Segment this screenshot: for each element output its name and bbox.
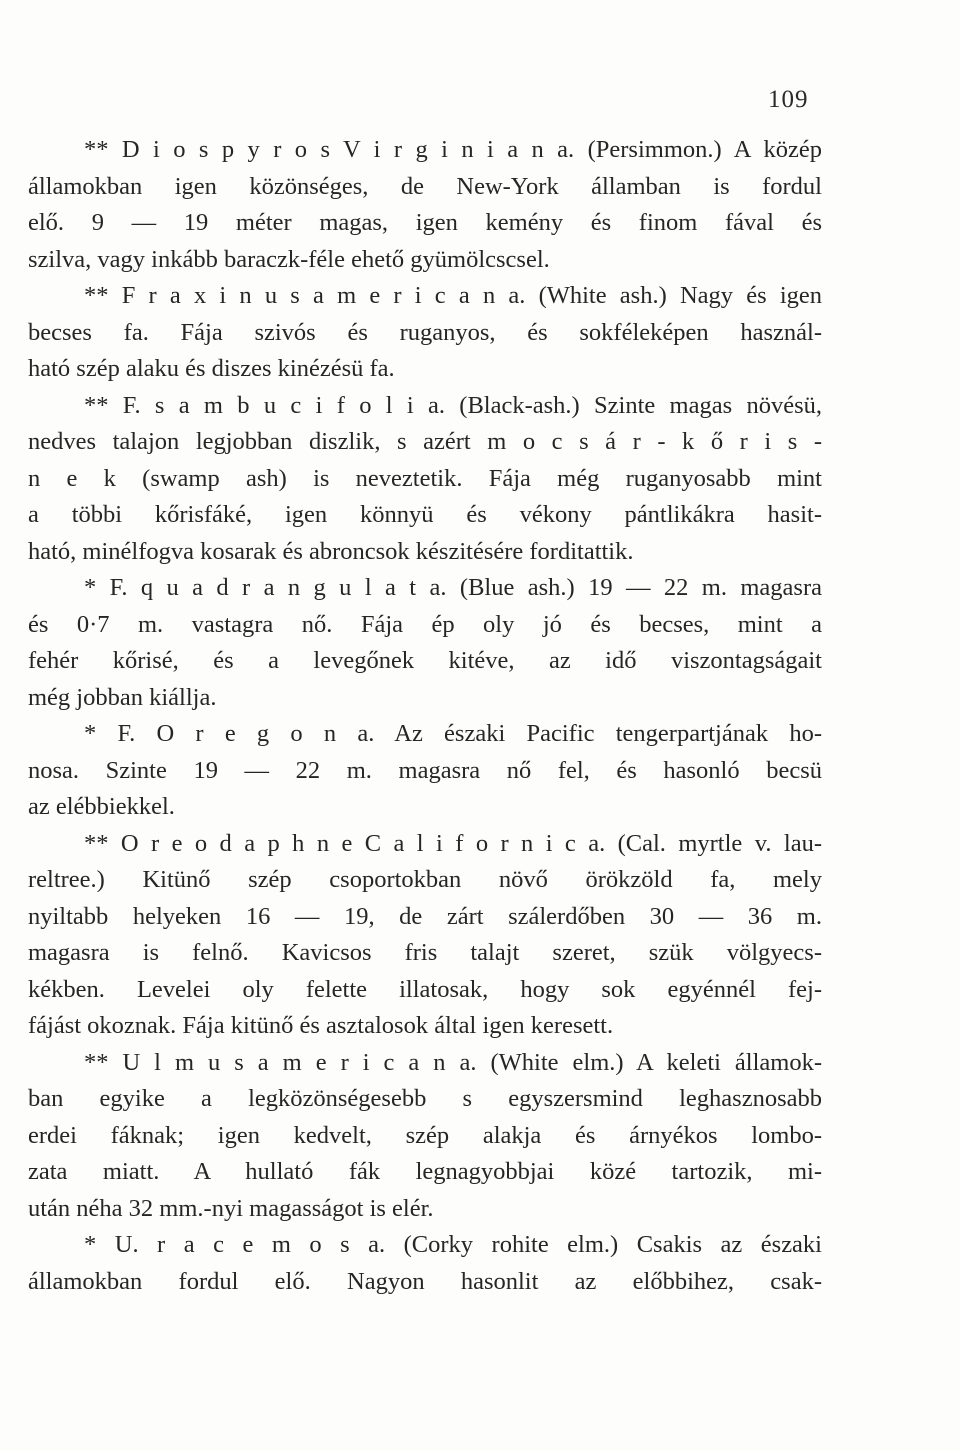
text-line: nyiltabb helyeken 16 — 19, de zárt szálerdőben 30 — 36 m. bbox=[28, 902, 822, 930]
text-line: * F. O r e g o n a. Az északi Pacific tengerpartjának ho- bbox=[84, 720, 822, 747]
text-line: után néha 32 mm.-nyi magasságot is elér. bbox=[28, 1194, 434, 1222]
text-line: a többi kőrisfáké, igen könnyü és vékony pántlikákra hasit- bbox=[28, 501, 822, 528]
text-line: magasra is felnő. Kavicsos fris talajt szeret, szük völgyecs- bbox=[28, 939, 822, 966]
text-line: ** D i o s p y r o s V i r g i n i a n a. (Persimmon.) A közép bbox=[84, 136, 822, 163]
text-line: nosa. Szinte 19 — 22 m. magasra nő fel, és hasonló becsü bbox=[28, 756, 822, 784]
text-line: ** U l m u s a m e r i c a n a. (White elm.) A keleti államok- bbox=[84, 1048, 822, 1076]
page-number: 109 bbox=[768, 86, 809, 113]
text-line: * F. q u a d r a n g u l a t a. (Blue ash.) 19 — 22 m. magasra bbox=[84, 574, 822, 601]
text-line: zata miatt. A hullató fák legnagyobbjai közé tartozik, mi- bbox=[28, 1158, 822, 1185]
text-line: ható szép alaku és diszes kinézésü fa. bbox=[28, 355, 395, 382]
text-line: az elébbiekkel. bbox=[28, 793, 175, 820]
text-line: kékben. Levelei oly felette illatosak, hogy sok egyénnél fej- bbox=[28, 975, 822, 1003]
text-line: még jobban kiállja. bbox=[28, 683, 217, 711]
text-line: államokban igen közönséges, de New-York államban is fordul bbox=[28, 172, 822, 200]
text-line: ban egyike a legközönségesebb s egyszersmind leghasznosabb bbox=[28, 1085, 822, 1112]
text-line: ** F. s a m b u c i f o l i a. (Black-ash.) Szinte magas növésü, bbox=[84, 391, 822, 419]
body-text bbox=[28, 132, 822, 1300]
text-line: fájást okoznak. Fája kitünő és asztalosok által igen keresett. bbox=[28, 1012, 614, 1039]
text-line: fehér kőrisé, és a levegőnek kitéve, az idő viszontagságait bbox=[28, 647, 822, 674]
text-line: államokban fordul elő. Nagyon hasonlit az előbbihez, csak- bbox=[28, 1267, 822, 1295]
text-line: ** O r e o d a p h n e C a l i f o r n i c a. (Cal. myrtle v. lau- bbox=[84, 829, 822, 857]
text-line: elő. 9 — 19 méter magas, igen kemény és finom fával és bbox=[28, 209, 822, 236]
text-line: erdei fáknak; igen kedvelt, szép alakja és árnyékos lombo- bbox=[28, 1121, 822, 1149]
text-line: reltree.) Kitünő szép csoportokban növő örökzöld fa, mely bbox=[28, 866, 822, 893]
text-line: ható, minélfogva kosarak és abroncsok készitésére forditattik. bbox=[28, 537, 634, 565]
text-line: n e k (swamp ash) is neveztetik. Fája még ruganyosabb mint bbox=[28, 464, 822, 492]
text-line: * U. r a c e m o s a. (Corky rohite elm.) Csakis az északi bbox=[84, 1231, 822, 1258]
text-line: szilva, vagy inkább baraczk-féle ehető gyümölcscsel. bbox=[28, 245, 550, 273]
text-line: becses fa. Fája szivós és ruganyos, és sokféleképen használ- bbox=[28, 318, 822, 346]
text-line: és 0·7 m. vastagra nő. Fája ép oly jó és becses, mint a bbox=[28, 610, 822, 638]
text-line: ** F r a x i n u s a m e r i c a n a. (White ash.) Nagy és igen bbox=[84, 282, 822, 309]
text-line: nedves talajon legjobban diszlik, s azért m o c s á r - k ő r i s - bbox=[28, 428, 822, 455]
